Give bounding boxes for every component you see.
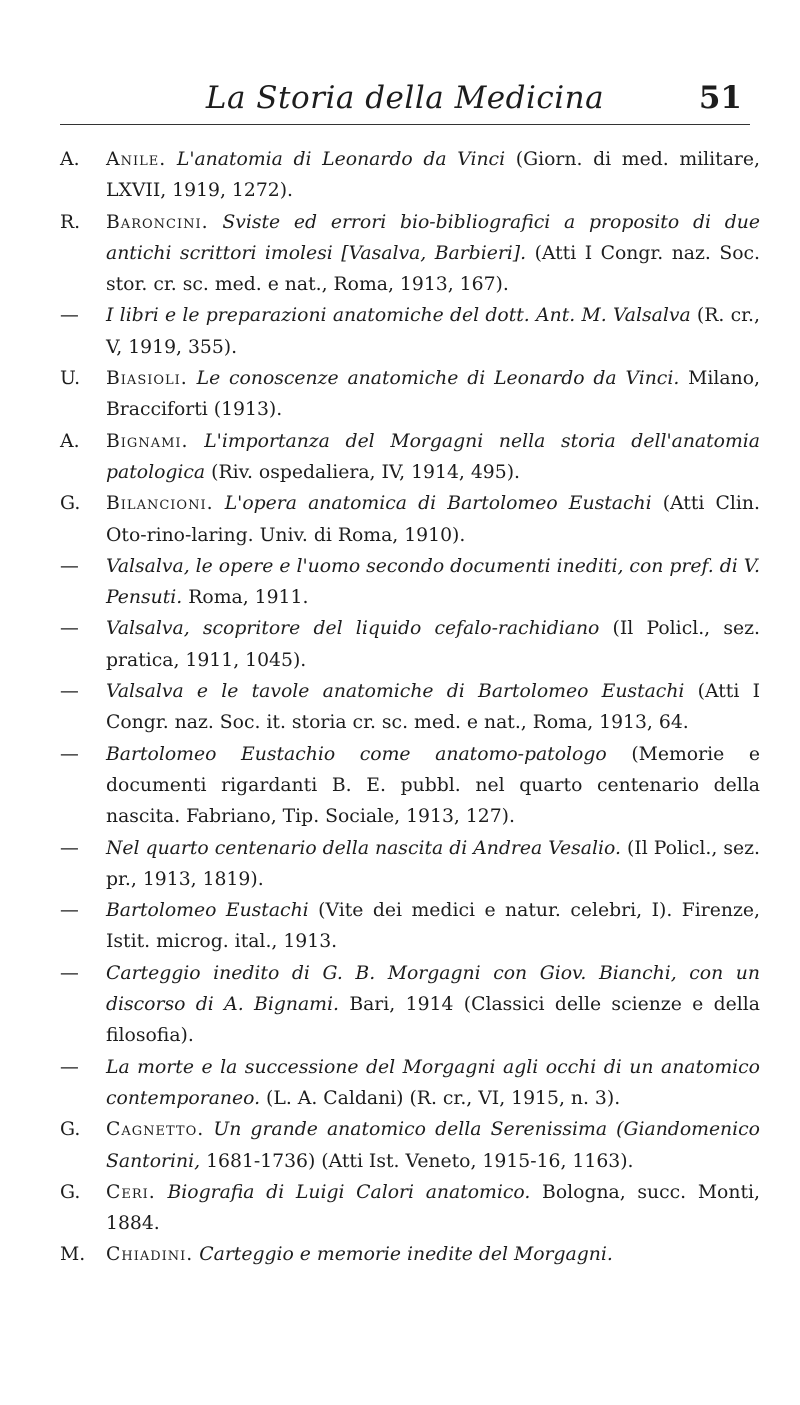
bibliography-list bbox=[60, 144, 760, 1271]
entry-title: La morte e la successione del Morgagni agli occhi di un anatomico contemporaneo. bbox=[106, 1056, 760, 1109]
bibliography-entry bbox=[60, 676, 760, 739]
entry-title: Valsalva, scopritore del liquido cefalo-rachidiano bbox=[106, 618, 600, 640]
entry-author: Bilancioni. bbox=[106, 493, 214, 515]
entry-publication: (Il Policl., sez. pr., 1913, 1819). bbox=[106, 837, 760, 890]
entry-publication: Milano, Bracciforti (1913). bbox=[106, 368, 760, 421]
entry-initial: — bbox=[60, 900, 79, 922]
entry-initial: A. bbox=[60, 149, 80, 170]
entry-author: Ceri. bbox=[106, 1181, 156, 1203]
bibliography-entry bbox=[60, 488, 760, 551]
bibliography-entry bbox=[60, 1177, 760, 1240]
entry-initial: A. bbox=[60, 430, 80, 452]
bibliography-entry bbox=[60, 958, 760, 1052]
entry-title: Valsalva, le opere e l'uomo secondo documenti inediti, con pref. di V. Pensuti. bbox=[106, 555, 760, 609]
entry-publication: (R. cr., V, 1919, 355). bbox=[106, 305, 760, 358]
entry-initial: G. bbox=[60, 493, 81, 515]
entry-publication: (Atti I Congr. naz. Soc. it. storia cr. sc. med. e nat., Roma, 1913, 64. bbox=[106, 681, 760, 734]
entry-initial: — bbox=[60, 681, 79, 703]
bibliography-entry bbox=[60, 613, 760, 676]
page-number: 51 bbox=[698, 80, 742, 116]
bibliography-entry bbox=[60, 551, 760, 614]
entry-initial: M. bbox=[60, 1244, 86, 1266]
bibliography-entry bbox=[60, 426, 760, 489]
entry-author: Cagnetto. bbox=[106, 1119, 205, 1141]
entry-publication: 1681-1736) (Atti Ist. Veneto, 1915-16, 1163). bbox=[206, 1150, 634, 1172]
entry-publication: (L. A. Caldani) (R. cr., VI, 1915, n. 3). bbox=[266, 1087, 621, 1109]
entry-title: Le conoscenze anatomiche di Leonardo da Vinci. bbox=[196, 368, 680, 390]
bibliography-entry bbox=[60, 895, 760, 958]
entry-title: L'anatomia di Leonardo da Vinci bbox=[176, 149, 506, 170]
entry-author: Chiadini. bbox=[106, 1244, 194, 1266]
entry-publication: (Riv. ospedaliera, IV, 1914, 495). bbox=[211, 461, 520, 483]
entry-publication: Roma, 1911. bbox=[188, 587, 309, 609]
entry-publication: (Il Policl., sez. pratica, 1911, 1045). bbox=[106, 618, 760, 671]
running-title: La Storia della Medicina bbox=[205, 80, 605, 116]
entry-initial: — bbox=[60, 743, 79, 765]
entry-publication: (Atti I Congr. naz. Soc. stor. cr. sc. med. e nat., Roma, 1913, 167). bbox=[106, 242, 760, 296]
entry-author: Biasioli. bbox=[106, 368, 188, 390]
entry-initial: G. bbox=[60, 1181, 81, 1203]
bibliography-entry bbox=[60, 833, 760, 896]
entry-initial: — bbox=[60, 618, 79, 640]
entry-publication: (Vite dei medici e natur. celebri, I). Firenze, Istit. microg. ital., 1913. bbox=[106, 900, 760, 953]
entry-title: Biografia di Luigi Calori anatomico. bbox=[167, 1181, 531, 1203]
entry-title: Bartolomeo Eustachi bbox=[106, 900, 309, 922]
entry-author: Bignami. bbox=[106, 430, 189, 452]
entry-initial: G. bbox=[60, 1119, 81, 1141]
entry-author: Baroncini. bbox=[106, 211, 209, 233]
entry-initial: U. bbox=[60, 368, 81, 390]
entry-title: Carteggio e memorie inedite del Morgagni. bbox=[199, 1244, 613, 1266]
page-header bbox=[60, 78, 750, 125]
bibliography-entry bbox=[60, 739, 760, 833]
entry-initial: — bbox=[60, 555, 79, 577]
entry-publication: (Atti Clin. Oto-rino-laring. Univ. di Roma, 1910). bbox=[106, 493, 760, 546]
entry-initial: — bbox=[60, 837, 79, 859]
entry-publication: Bologna, succ. Monti, 1884. bbox=[106, 1181, 760, 1235]
bibliography-entry bbox=[60, 144, 760, 207]
bibliography-entry bbox=[60, 207, 760, 301]
entry-initial: — bbox=[60, 1056, 79, 1078]
entry-publication: Bari, 1914 (Classici delle scienze e della filosofia). bbox=[106, 994, 760, 1047]
entry-publication: (Memorie e documenti rigardanti B. E. pubbl. nel quarto centenario della nascita. Fabriano, Tip. Sociale, 1913, 127). bbox=[106, 743, 760, 828]
entry-title: Carteggio inedito di G. B. Morgagni con Giov. Bianchi, con un discorso di A. Bignami. bbox=[106, 962, 760, 1016]
entry-title: Valsalva e le tavole anatomiche di Bartolomeo Eustachi bbox=[106, 681, 685, 703]
bibliography-entry bbox=[60, 1114, 760, 1177]
entry-title: I libri e le preparazioni anatomiche del dott. Ant. M. Valsalva bbox=[106, 305, 691, 327]
entry-title: Un grande anatomico della Serenissima (Giandomenico Santorini, bbox=[106, 1119, 760, 1172]
bibliography-entry bbox=[60, 300, 760, 363]
bibliography-entry bbox=[60, 363, 760, 426]
entry-initial: R. bbox=[60, 211, 81, 233]
bibliography-entry bbox=[60, 1052, 760, 1115]
entry-initial: — bbox=[60, 962, 79, 984]
bibliography-entry bbox=[60, 1239, 760, 1270]
entry-publication: (Giorn. di med. militare, LXVII, 1919, 1272). bbox=[106, 149, 760, 202]
entry-title: L'importanza del Morgagni nella storia dell'anatomia patologica bbox=[106, 430, 760, 483]
entry-title: Sviste ed errori bio-bibliografici a proposito di due antichi scrittori imolesi [Vasalva, Barbieri]. bbox=[106, 211, 760, 264]
entry-title: L'opera anatomica di Bartolomeo Eustachi bbox=[224, 493, 652, 515]
entry-author: Anile. bbox=[106, 149, 167, 170]
entry-title: Bartolomeo Eustachio come anatomo-patologo bbox=[106, 743, 607, 765]
entry-initial: — bbox=[60, 305, 79, 327]
entry-title: Nel quarto centenario della nascita di Andrea Vesalio. bbox=[106, 837, 621, 859]
